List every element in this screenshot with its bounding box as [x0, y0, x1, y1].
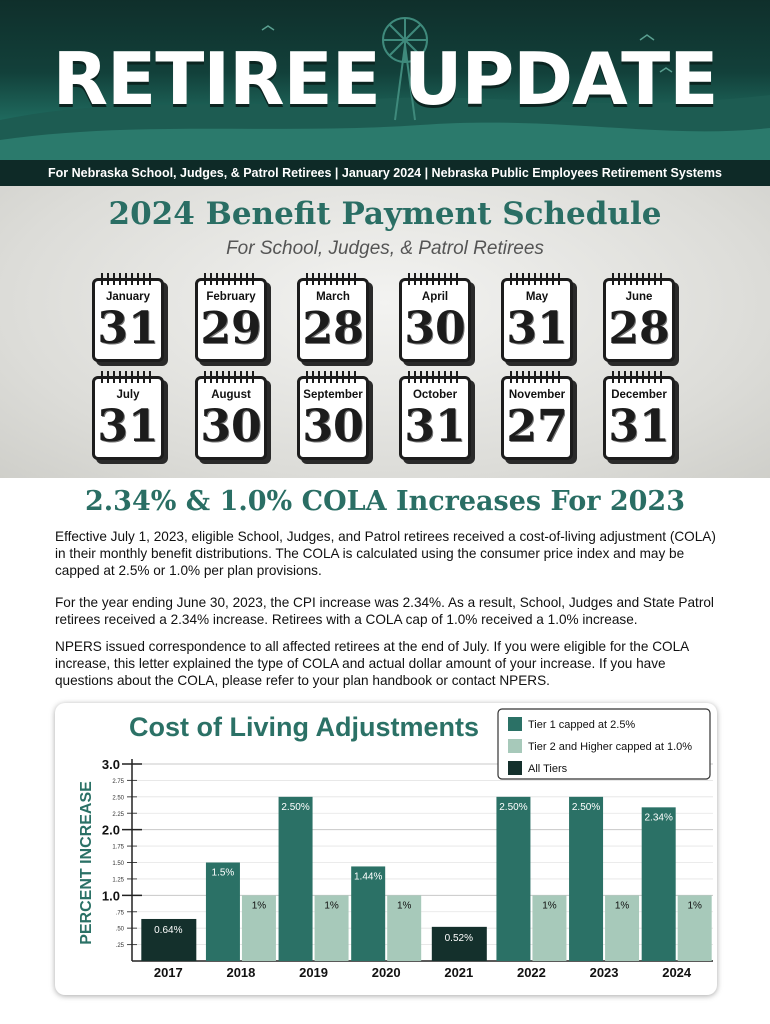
legend-swatch	[508, 761, 522, 775]
tick-label-minor: 2.75	[112, 778, 124, 785]
calendar-day: 27	[506, 401, 568, 452]
calendar-day: 31	[608, 401, 670, 452]
bar-tier1	[496, 797, 530, 961]
calendar-october	[399, 376, 471, 460]
tick-label-major: 3.0	[101, 757, 120, 772]
calendar-day: 30	[404, 303, 466, 354]
calendar-month: November	[508, 389, 566, 401]
chart-title: Cost of Living Adjustments	[129, 712, 479, 742]
calendar-month: December	[611, 389, 667, 401]
calendar-rings	[204, 371, 258, 383]
issue-info-bar: For Nebraska School, Judges, & Patrol Retirees | January 2024 | Nebraska Public Employees Retirement Systems	[0, 160, 770, 186]
calendar-december	[603, 376, 675, 460]
tick-label-minor: .50	[115, 926, 124, 933]
calendar-day: 31	[97, 401, 159, 452]
x-tick-label: 2019	[299, 965, 329, 980]
x-tick-label: 2017	[153, 965, 183, 980]
tick-label-minor: 2.50	[112, 795, 124, 802]
bar-tier1	[279, 797, 313, 961]
calendar-may	[501, 278, 573, 362]
x-tick-label: 2021	[444, 965, 474, 980]
legend-label: Tier 2 and Higher capped at 1.0%	[528, 741, 693, 753]
calendar-day: 30	[200, 401, 262, 452]
calendar-july	[92, 376, 164, 460]
bar-label-tier1: 1.5%	[211, 867, 235, 879]
y-axis-label: PERCENT INCREASE	[78, 781, 95, 945]
tick-label-major: 1.0	[101, 888, 120, 904]
bar-label-tier2: 1%	[324, 900, 339, 912]
bar-label-tier2: 1%	[542, 900, 557, 912]
calendar-rings	[306, 371, 360, 383]
newsletter-title: RETIREE UPDATE	[52, 37, 718, 121]
calendar-september	[297, 376, 369, 460]
bar-label-tier1: 2.34%	[644, 812, 673, 824]
tick-label-minor: 2.25	[112, 811, 124, 818]
tick-label-minor: 1.50	[112, 861, 124, 867]
payment-schedule-section	[0, 186, 770, 478]
bar-label-tier2: 1%	[687, 900, 702, 912]
calendar-rings	[408, 273, 462, 285]
calendar-day: 31	[506, 303, 568, 354]
calendar-month: April	[421, 291, 449, 303]
calendar-rings	[510, 273, 564, 285]
bar-label-tier1: 2.50%	[281, 801, 310, 813]
calendar-month: September	[303, 389, 363, 401]
bar-label-all-tiers: 0.64%	[154, 924, 183, 936]
calendar-day: 28	[302, 303, 364, 354]
x-tick-label: 2022	[516, 965, 546, 980]
cola-paragraph-1: Effective July 1, 2023, eligible School, Judges, and Patrol retirees received a cost-of-living adjustment (COLA) in their monthly benefit distributions. The COLA is calculated using the consumer price index and may be capped at 2.5% or 1.0% per plan provisions.	[55, 529, 716, 578]
calendar-march	[297, 278, 369, 362]
calendar-month: October	[412, 389, 458, 401]
legend-label: All Tiers	[528, 763, 568, 775]
bar-label-tier1: 2.50%	[571, 801, 601, 813]
calendar-rings	[612, 371, 666, 383]
calendar-april	[399, 278, 471, 362]
tick-label-minor: 1.25	[112, 877, 124, 884]
legend-label: Tier 1 capped at 2.5%	[528, 719, 636, 731]
bar-label-all-tiers: 0.52%	[444, 932, 473, 944]
calendar-rings	[408, 371, 462, 383]
calendar-month: February	[206, 291, 256, 303]
x-tick-label: 2024	[662, 965, 692, 980]
calendar-month: June	[625, 291, 653, 303]
tick-label-minor: .75	[115, 910, 124, 917]
bar-tier1	[569, 797, 603, 961]
x-tick-label: 2020	[371, 965, 401, 980]
tick-label-minor: .25	[115, 943, 124, 950]
calendar-day: 31	[97, 303, 159, 354]
legend-swatch	[508, 717, 522, 731]
cola-article-title: 2.34% & 1.0% COLA Increases For 2023	[84, 486, 685, 517]
schedule-subtitle: For School, Judges, & Patrol Retirees	[226, 238, 544, 259]
cola-paragraph-2: For the year ending June 30, 2023, the CPI increase was 2.34%. As a result, School, Judges and State Patrol retirees received a 2.34% increase. Retirees with a COLA cap of 1.0% received a 1.0% increase.	[55, 595, 714, 627]
masthead-banner	[0, 0, 770, 160]
calendar-january	[92, 278, 164, 362]
x-tick-label: 2018	[226, 965, 256, 980]
calendar-day: 31	[404, 401, 466, 452]
schedule-title: 2024 Benefit Payment Schedule	[108, 196, 662, 232]
calendar-rings	[204, 273, 258, 285]
cola-chart-card	[55, 703, 717, 995]
calendar-day: 29	[200, 303, 262, 354]
calendar-month: August	[211, 389, 251, 401]
bar-label-tier2: 1%	[396, 900, 412, 912]
calendar-june	[603, 278, 675, 362]
bar-label-tier2: 1%	[614, 900, 630, 912]
calendar-rings	[510, 371, 564, 383]
bar-label-tier1: 1.44%	[354, 871, 383, 883]
legend-swatch	[508, 739, 522, 753]
calendar-day: 28	[608, 303, 670, 354]
calendar-rings	[101, 371, 155, 383]
calendar-month: July	[116, 389, 140, 401]
bar-tier1	[642, 807, 676, 961]
bar-label-tier2: 1%	[251, 900, 267, 912]
cola-bar-chart	[55, 703, 717, 995]
calendar-month: January	[105, 291, 151, 303]
calendar-august	[195, 376, 267, 460]
tick-label-minor: 1.75	[112, 844, 124, 851]
calendar-rings	[612, 273, 666, 285]
calendar-month: May	[525, 291, 549, 303]
calendar-rings	[306, 273, 360, 285]
bar-label-tier1: 2.50%	[499, 801, 528, 813]
x-tick-label: 2023	[589, 965, 619, 980]
calendar-november	[501, 376, 573, 460]
calendar-month: March	[316, 291, 350, 303]
calendar-rings	[101, 273, 155, 285]
cola-paragraph-3: NPERS issued correspondence to all affected retirees at the end of July. If you were eligible for the COLA increase, this letter explained the type of COLA and actual dollar amount of your increase. If you have questions about the COLA, please refer to your plan handbook or contact NPERS.	[55, 639, 689, 688]
calendar-february	[195, 278, 267, 362]
calendar-day: 30	[302, 401, 364, 452]
tick-label-major: 2.0	[101, 822, 120, 838]
